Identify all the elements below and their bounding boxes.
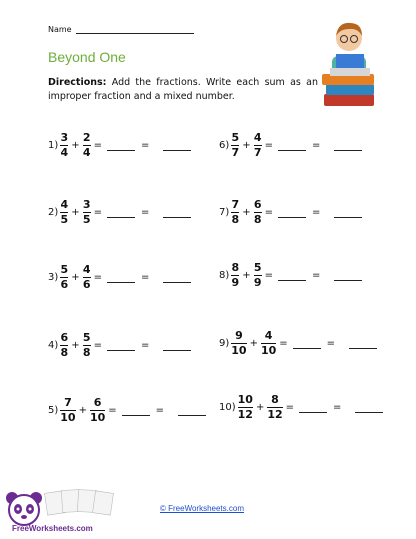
- denominator: 7: [231, 146, 240, 159]
- improper-answer-blank[interactable]: [299, 402, 327, 413]
- improper-answer-blank[interactable]: [122, 405, 150, 416]
- fraction-a: [231, 132, 239, 159]
- equals-sign: =: [108, 405, 117, 416]
- problem-number: 9): [219, 338, 230, 349]
- improper-answer-blank[interactable]: [278, 140, 306, 151]
- denominator: 4: [60, 146, 69, 159]
- plus-sign: +: [255, 402, 265, 413]
- fraction-a: [231, 330, 246, 357]
- logo-wordmark: FreeWorksheets.com: [12, 524, 93, 533]
- problem-number: 4): [48, 340, 59, 351]
- fraction-b: [254, 199, 262, 226]
- equals-sign: =: [141, 140, 150, 151]
- boy-reading-on-books-icon: [318, 14, 384, 110]
- problem-10: [219, 394, 383, 421]
- equals-sign: =: [93, 140, 103, 151]
- denominator: 5: [82, 213, 91, 226]
- mixed-answer-blank[interactable]: [178, 405, 206, 416]
- problem-number: 2): [48, 207, 59, 218]
- numerator: 7: [64, 396, 72, 409]
- equals-sign: =: [141, 340, 150, 351]
- mixed-answer-blank[interactable]: [355, 402, 383, 413]
- improper-answer-blank[interactable]: [278, 207, 306, 218]
- equals-sign: =: [279, 338, 288, 349]
- numerator: 3: [82, 198, 91, 211]
- denominator: 10: [260, 344, 277, 357]
- equals-sign: =: [264, 140, 274, 151]
- denominator: 6: [82, 278, 91, 291]
- equals-sign: =: [93, 272, 103, 283]
- numerator: 6: [60, 331, 69, 344]
- fraction-a: [60, 132, 68, 159]
- problem-5: [48, 397, 206, 424]
- numerator: 8: [271, 393, 279, 406]
- problem-number: 8): [219, 270, 230, 281]
- fraction-b: [254, 132, 262, 159]
- numerator: 8: [231, 261, 240, 274]
- improper-answer-blank[interactable]: [107, 207, 135, 218]
- numerator: 5: [60, 263, 69, 276]
- equals-sign: =: [93, 340, 103, 351]
- denominator: 12: [237, 408, 253, 421]
- equals-sign: =: [285, 402, 295, 413]
- denominator: 10: [89, 411, 106, 424]
- numerator: 10: [237, 393, 253, 406]
- name-row: [48, 25, 194, 34]
- denominator: 6: [60, 278, 69, 291]
- worksheet-thumbnails: [45, 490, 114, 516]
- equals-sign: =: [333, 402, 342, 413]
- equals-sign: =: [312, 270, 321, 281]
- improper-answer-blank[interactable]: [107, 272, 135, 283]
- denominator: 8: [231, 213, 240, 226]
- denominator: 8: [60, 346, 69, 359]
- fraction-a: [231, 262, 239, 289]
- directions: [48, 76, 318, 104]
- improper-answer-blank[interactable]: [107, 140, 135, 151]
- problem-number: 10): [219, 402, 236, 413]
- improper-answer-blank[interactable]: [278, 270, 306, 281]
- equals-sign: =: [264, 270, 274, 281]
- denominator: 4: [82, 146, 91, 159]
- equals-sign: =: [312, 140, 321, 151]
- problem-number: 5): [48, 405, 59, 416]
- plus-sign: +: [242, 140, 251, 151]
- worksheet-title: Beyond One: [48, 49, 126, 65]
- fraction-a: [238, 394, 253, 421]
- denominator: 10: [60, 411, 76, 424]
- fraction-b: [83, 332, 91, 359]
- directions-text: Add the fractions. Write each sum as an improper fraction and a mixed number.: [48, 77, 318, 102]
- numerator: 6: [93, 396, 102, 409]
- denominator: 7: [253, 146, 262, 159]
- problem-6: [219, 132, 362, 159]
- numerator: 4: [82, 263, 91, 276]
- equals-sign: =: [312, 207, 321, 218]
- plus-sign: +: [71, 140, 80, 151]
- numerator: 5: [82, 331, 91, 344]
- improper-answer-blank[interactable]: [107, 340, 135, 351]
- numerator: 7: [231, 198, 240, 211]
- equals-sign: =: [141, 272, 150, 283]
- mixed-answer-blank[interactable]: [334, 140, 362, 151]
- mixed-answer-blank[interactable]: [163, 272, 191, 283]
- numerator: 4: [264, 329, 273, 342]
- equals-sign: =: [326, 338, 336, 349]
- fraction-a: [60, 397, 75, 424]
- numerator: 5: [253, 261, 262, 274]
- numerator: 9: [235, 329, 243, 342]
- name-label: Name: [48, 25, 72, 34]
- problem-number: 7): [219, 207, 230, 218]
- fraction-a: [60, 264, 68, 291]
- name-line[interactable]: [76, 25, 194, 34]
- problem-number: 1): [48, 140, 59, 151]
- fraction-b: [267, 394, 282, 421]
- fraction-b: [83, 132, 91, 159]
- plus-sign: +: [242, 207, 251, 218]
- fraction-b: [254, 262, 262, 289]
- equals-sign: =: [155, 405, 165, 416]
- plus-sign: +: [71, 340, 80, 351]
- freeworksheets-link[interactable]: © FreeWorksheets.com: [160, 504, 244, 513]
- improper-answer-blank[interactable]: [293, 338, 321, 349]
- denominator: 8: [82, 346, 91, 359]
- problem-number: 6): [219, 140, 230, 151]
- numerator: 5: [231, 131, 240, 144]
- problem-9: [219, 330, 377, 357]
- problem-4: [48, 332, 191, 359]
- fraction-a: [60, 199, 68, 226]
- mixed-answer-blank[interactable]: [349, 338, 377, 349]
- mixed-answer-blank[interactable]: [334, 207, 362, 218]
- problem-3: [48, 264, 191, 291]
- equals-sign: =: [141, 207, 150, 218]
- denominator: 9: [231, 276, 240, 289]
- numerator: 4: [253, 131, 262, 144]
- equals-sign: =: [93, 207, 103, 218]
- plus-sign: +: [71, 207, 80, 218]
- denominator: 8: [253, 213, 262, 226]
- fraction-b: [83, 199, 91, 226]
- denominator: 9: [253, 276, 262, 289]
- mixed-answer-blank[interactable]: [163, 140, 191, 151]
- problem-7: [219, 199, 362, 226]
- directions-label: Directions:: [48, 77, 107, 88]
- numerator: 3: [60, 131, 69, 144]
- denominator: 12: [267, 408, 283, 421]
- equals-sign: =: [264, 207, 274, 218]
- problem-number: 3): [48, 272, 59, 283]
- numerator: 4: [60, 198, 69, 211]
- problem-1: [48, 132, 191, 159]
- denominator: 5: [60, 213, 69, 226]
- plus-sign: +: [71, 272, 80, 283]
- mixed-answer-blank[interactable]: [334, 270, 362, 281]
- plus-sign: +: [78, 405, 87, 416]
- fraction-b: [90, 397, 105, 424]
- mixed-answer-blank[interactable]: [163, 207, 191, 218]
- fraction-b: [261, 330, 276, 357]
- numerator: 2: [82, 131, 91, 144]
- fraction-b: [83, 264, 91, 291]
- mixed-answer-blank[interactable]: [163, 340, 191, 351]
- numerator: 6: [253, 198, 262, 211]
- plus-sign: +: [242, 270, 251, 281]
- problem-2: [48, 199, 191, 226]
- denominator: 10: [231, 344, 247, 357]
- plus-sign: +: [249, 338, 258, 349]
- problem-8: [219, 262, 362, 289]
- fraction-a: [231, 199, 239, 226]
- fraction-a: [60, 332, 68, 359]
